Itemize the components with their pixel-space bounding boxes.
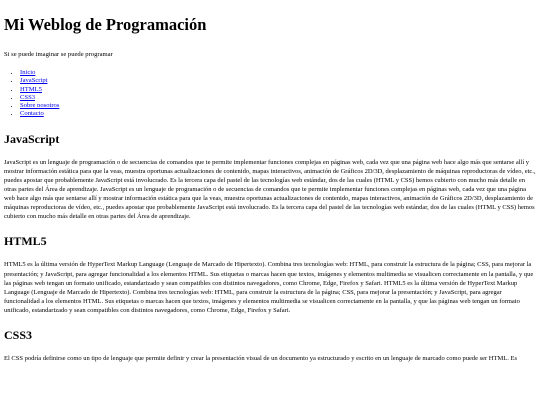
nav-list: [4, 69, 536, 119]
section-title: CSS3: [4, 328, 33, 342]
nav-link-sobre-nosotros[interactable]: Sobre nosotros: [20, 102, 60, 110]
site-header: [4, 15, 536, 59]
page: [0, 15, 540, 363]
section-title: HTML5: [4, 234, 47, 249]
nav-item-sobre-nosotros: [20, 102, 536, 110]
section-title: JavaScript: [4, 131, 60, 146]
page-title: Mi Weblog de Programación: [4, 15, 207, 34]
nav-item-html5: [20, 86, 536, 94]
main-nav: [4, 69, 536, 119]
nav-item-inicio: [20, 69, 536, 77]
nav-item-css3: [20, 94, 536, 102]
nav-link-javascript[interactable]: JavaScript: [20, 77, 48, 85]
section-css3: [4, 328, 536, 363]
site-tagline: Si se puede imaginar se puede programar: [4, 51, 113, 58]
nav-item-contacto: [20, 110, 536, 118]
section-body: HTML5 es la última versión de HyperText Markup Language (Lenguaje de Marcado de Hipertexto). Combina tres tecnologías web: HTML, para construir la estructura de la página; CSS, para mejorar la presentación; y JavaScript, para agregar funcionalidad a los elementos HTML. Sus etiquetas o marcas hacen que textos, imágenes y elementos multimedia se visualicen correctamente en la pantalla, y que las páginas web tengan un formato unificado, estandarizado y sean compatibles con distintos navegadores, como Chrome, Edge, Firefox y Safari. HTML5 es la última versión de HyperText Markup Language (Lenguaje de Marcado de Hipertexto). Combina tres tecnologías web: HTML, para construir la estructura de la página; CSS, para mejorar la presentación; y JavaScript, para agregar funcionalidad a los elementos HTML. Sus etiquetas o marcas hacen que textos, imágenes y elementos multimedia se visualicen correctamente en la pantalla, y que las páginas web tengan un formato unificado, estandarizado y sean compatibles con distintos navegadores, como Chrome, Edge, Firefox y Safari.: [4, 261, 534, 314]
section-html5: [4, 234, 536, 315]
section-javascript: [4, 132, 536, 222]
nav-link-css3[interactable]: CSS3: [20, 93, 36, 101]
main-content: [4, 132, 536, 363]
section-body: El CSS podría definirse como un tipo de lenguaje que permite definir y crear la presentación visual de un documento ya estructurado y escrito en un lenguaje de marcado como puede ser HTML. Es: [4, 355, 517, 362]
section-body: JavaScript es un lenguaje de programación o de secuencias de comandos que te permite implementar funciones complejas en páginas web, cada vez que una página web hace algo más que sentarse allí y mostrar información estática para que la veas, muestra oportunas actualizaciones de contenido, mapas interactivos, animación de Gráficos 2D/3D, desplazamiento de máquinas reproductoras de vídeo, etc., puedes apostar que probablemente JavaScript está involucrado. Es la tercera capa del pastel de las tecnologías web estándar, dos de las cuales (HTML y CSS) hemos cubierto con mucho más detalle en otras partes del Área de aprendizaje. JavaScript es un lenguaje de programación o de secuencias de comandos que te permite implementar funciones complejas en páginas web, cada vez que una página web hace algo más que sentarse allí y mostrar información estática para que la veas, muestra oportunas actualizaciones de contenido, mapas interactivos, animación de Gráficos 2D/3D, desplazamiento de máquinas reproductoras de vídeo, etc., puedes apostar que probablemente JavaScript está involucrado. Es la tercera capa del pastel de las tecnologías web estándar, dos de las cuales (HTML y CSS) hemos cubierto con mucho más detalle en otras partes del Área de aprendizaje.: [4, 158, 536, 221]
nav-link-html5[interactable]: HTML5: [20, 85, 42, 93]
nav-link-inicio[interactable]: Inicio: [20, 69, 36, 76]
nav-link-contacto[interactable]: Contacto: [20, 110, 44, 118]
nav-item-javascript: [20, 77, 536, 85]
